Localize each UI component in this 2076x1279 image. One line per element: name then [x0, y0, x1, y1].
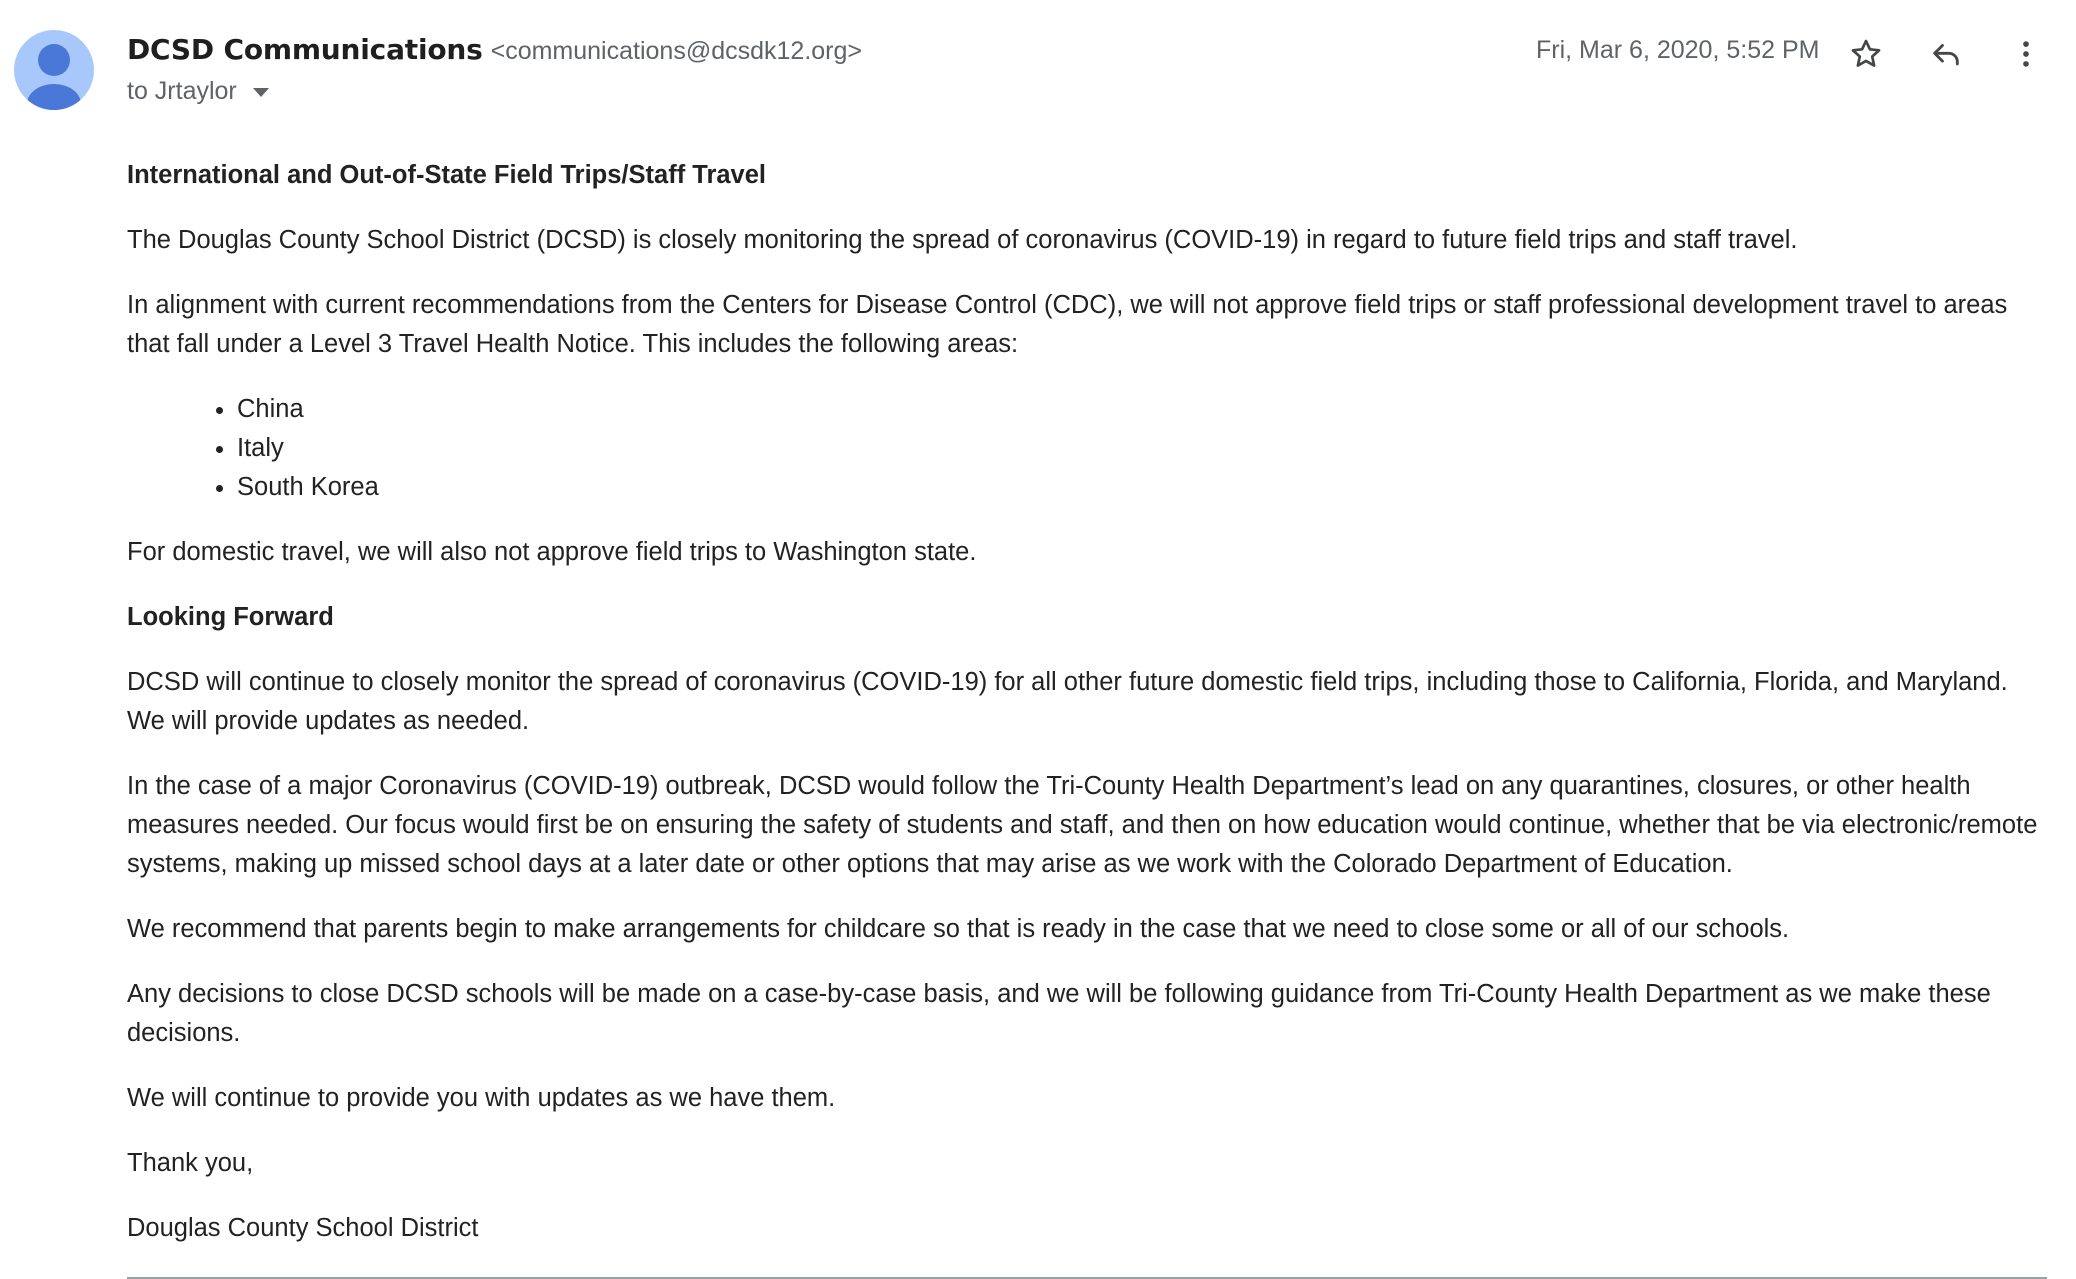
sender-email: <communications@dcsdk12.org>: [490, 37, 862, 65]
body-paragraph: In the case of a major Coronavirus (COVID-19) outbreak, DCSD would follow the Tri-County Health Department’s lead on any quarantines, closures, or other health measures needed. Our focus would first be on ensuring the safety of students and staff, and then on how education would continue, whether that be via electronic/remote systems, making up missed school days at a later date or other options that may arise as we work with the Colorado Department of Education.: [127, 772, 2038, 878]
sender-name[interactable]: DCSD Communications: [127, 33, 483, 66]
section-heading-travel: International and Out-of-State Field Trips/Staff Travel: [127, 161, 766, 189]
message-timestamp: Fri, Mar 6, 2020, 5:52 PM: [1536, 36, 1820, 64]
reply-icon: [1929, 37, 1963, 71]
sender-line: [127, 32, 862, 73]
sender-avatar[interactable]: [14, 30, 94, 110]
more-options-button[interactable]: [1998, 26, 2054, 82]
body-paragraph: We recommend that parents begin to make arrangements for childcare so that is ready in the case that we need to close some or all of our schools.: [127, 915, 1790, 943]
star-icon: [1849, 37, 1883, 71]
body-paragraph: The Douglas County School District (DCSD) is closely monitoring the spread of coronavirus (COVID-19) in regard to future field trips and staff travel.: [127, 226, 1798, 254]
section-heading-looking-forward: Looking Forward: [127, 603, 334, 631]
recipient-details-toggle[interactable]: [127, 76, 269, 106]
list-item: • Italy: [237, 429, 2047, 468]
message-body: [127, 156, 2047, 1274]
body-paragraph: DCSD will continue to closely monitor the spread of coronavirus (COVID-19) for all other future domestic field trips, including those to California, Florida, and Maryland. We will provide updates as needed.: [127, 668, 2008, 735]
body-paragraph: We will continue to provide you with updates as we have them.: [127, 1084, 836, 1112]
reply-button[interactable]: [1918, 26, 1974, 82]
body-paragraph: In alignment with current recommendations from the Centers for Disease Control (CDC), we will not approve field trips or staff professional development travel to areas that fall under a Level 3 Travel Health Notice. This includes the following areas:: [127, 291, 2008, 358]
restricted-areas-list: [127, 390, 2047, 507]
star-button[interactable]: [1838, 26, 1894, 82]
signature: Douglas County School District: [127, 1214, 479, 1242]
closing-line: Thank you,: [127, 1149, 254, 1177]
body-paragraph: For domestic travel, we will also not approve field trips to Washington state.: [127, 538, 977, 566]
body-paragraph: Any decisions to close DCSD schools will be made on a case-by-case basis, and we will be following guidance from Tri-County Health Department as we make these decisions.: [127, 980, 1991, 1047]
list-item: • China: [237, 390, 2047, 429]
list-item: • South Korea: [237, 468, 2047, 507]
recipient-label: to Jrtaylor: [127, 77, 237, 105]
more-vert-icon: [2009, 37, 2043, 71]
chevron-down-icon[interactable]: [253, 88, 269, 97]
person-avatar-icon: [14, 30, 94, 110]
